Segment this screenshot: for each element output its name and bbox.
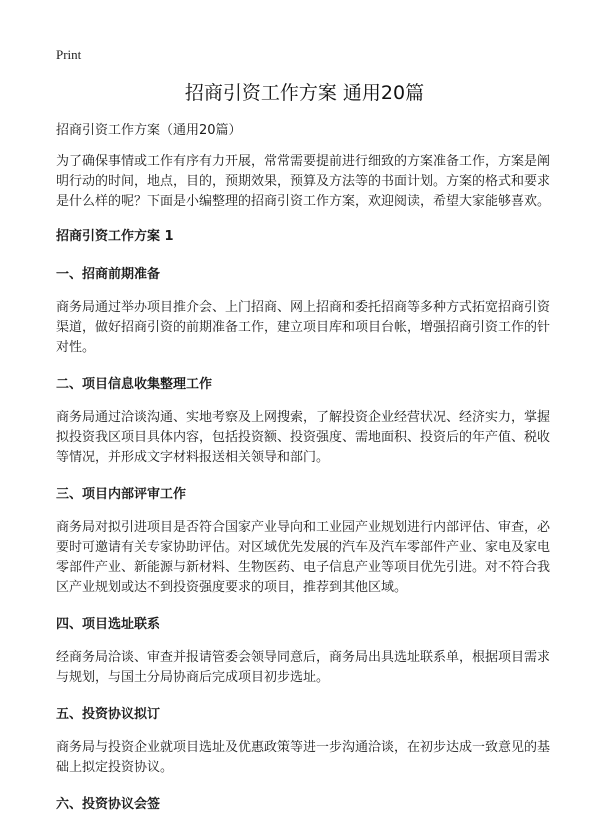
section-body-2: 商务局通过洽谈沟通、实地考察及上网搜索，了解投资企业经营状况、经济实力，掌握拟投资我区项目具体内容，包括投资额、投资强度、需地面积、投资后的年产值、税收等情况，并形成文字材料报送相关领导和部门。 [56,410,551,465]
section-heading-3: 三、项目内部评审工作 [56,487,187,502]
section-heading-6: 六、投资协议会签 [56,797,161,812]
section-heading-1: 一、招商前期准备 [56,267,161,282]
article-heading: 招商引资工作方案 1 [56,229,174,244]
document-title: 招商引资工作方案 通用20篇 [184,82,425,104]
section-heading-2: 二、项目信息收集整理工作 [56,377,213,392]
document-subtitle: 招商引资工作方案（通用20篇） [56,123,242,138]
section-body-1: 商务局通过举办项目推介会、上门招商、网上招商和委托招商等多种方式拓宽招商引资渠道，做好招商引资的前期准备工作，建立项目库和项目台帐，增强招商引资工作的针对性。 [56,300,551,355]
section-heading-5: 五、投资协议拟订 [56,707,161,722]
section-body-4: 经商务局洽谈、审查并报请管委会领导同意后，商务局出具选址联系单，根据项目需求与规划，与国土分局协商后完成项目初步选址。 [56,650,551,685]
print-label[interactable]: Print [56,47,82,62]
section-heading-4: 四、项目选址联系 [56,617,161,632]
intro-paragraph: 为了确保事情或工作有序有力开展，常常需要提前进行细致的方案准备工作，方案是阐明行动的时间，地点，目的，预期效果，预算及方法等的书面计划。方案的格式和要求是什么样的呢？下面是小编整理的招商引资工作方案，欢迎阅读，希望大家能够喜欢。 [56,154,551,209]
section-body-5: 商务局与投资企业就项目选址及优惠政策等进一步沟通洽谈，在初步达成一致意见的基础上拟定投资协议。 [56,740,551,775]
section-body-3: 商务局对拟引进项目是否符合国家产业导向和工业园产业规划进行内部评估、审查，必要时可邀请有关专家协助评估。对区域优先发展的汽车及汽车零部件产业、家电及家电零部件产业、新能源与新材料、生物医药、电子信息产业等项目优先引进。对不符合我区产业规划或达不到投资强度要求的项目，推荐到其他区域。 [56,520,551,595]
